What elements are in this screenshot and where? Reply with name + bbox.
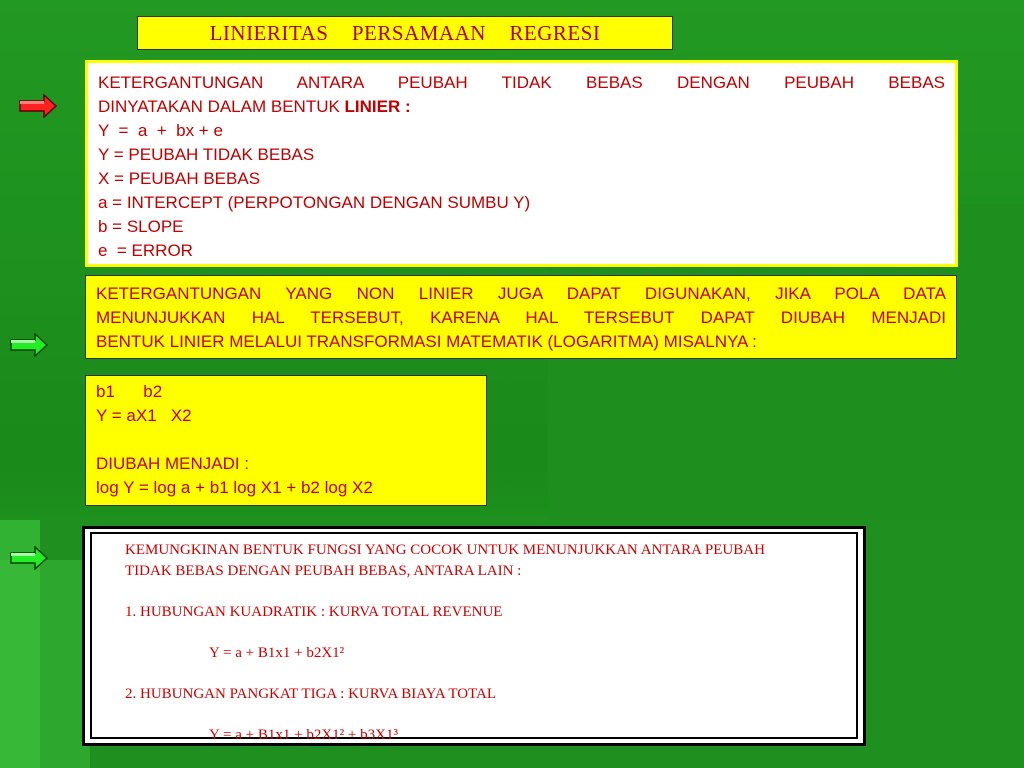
equation-line: log Y = log a + b1 log X1 + b2 log X2 xyxy=(96,478,373,497)
function-forms-inner xyxy=(90,532,858,743)
text-line: KETERGANTUNGAN YANG NON LINIER JUGA DAPAT DIGUNAKAN, JIKA POLA DATA xyxy=(96,284,946,303)
list-item: 1. HUBUNGAN KUADRATIK : KURVA TOTAL REVENUE xyxy=(125,603,503,620)
list-item: 2. HUBUNGAN PANGKAT TIGA : KURVA BIAYA TOTAL xyxy=(125,685,496,702)
equation-line: Y = aX1 X2 xyxy=(96,406,192,425)
text-line: DIUBAH MENJADI : xyxy=(96,454,250,473)
text-line: TIDAK BEBAS DENGAN PEUBAH BEBAS, ANTARA LAIN : xyxy=(125,562,522,579)
text-line xyxy=(98,95,945,119)
equation-line: Y = a + B1x1 + b2X1² xyxy=(209,644,345,661)
text-line: a = INTERCEPT (PERPOTONGAN DENGAN SUMBU Y) xyxy=(98,193,531,212)
green-arrow-icon xyxy=(9,546,49,570)
bold-text: LINIER : xyxy=(344,97,411,116)
spacer xyxy=(125,704,850,725)
exponent-line: b1 b2 xyxy=(96,382,163,401)
text-line: KETERGANTUNGAN ANTARA PEUBAH TIDAK BEBAS DENGAN PEUBAH BEBAS xyxy=(98,73,945,92)
spacer xyxy=(125,663,850,684)
spacer xyxy=(125,581,850,602)
slide-title: LINIERITAS PERSAMAAN REGRESI xyxy=(209,20,601,45)
spacer xyxy=(96,428,476,452)
linear-definition-box xyxy=(85,60,958,267)
log-transform-box xyxy=(85,375,487,506)
text-line: b = SLOPE xyxy=(98,217,184,236)
text-line: e = ERROR xyxy=(98,241,193,260)
equation-line: Y = a + bx + e xyxy=(98,121,223,140)
text-line: X = PEUBAH BEBAS xyxy=(98,169,261,188)
text-line: BENTUK LINIER MELALUI TRANSFORMASI MATEMATIK (LOGARITMA) MISALNYA : xyxy=(96,332,757,351)
text-line: Y = PEUBAH TIDAK BEBAS xyxy=(98,145,315,164)
red-arrow-icon xyxy=(18,94,58,118)
slide-title-box xyxy=(137,16,673,50)
spacer xyxy=(125,622,850,643)
text-line: KEMUNGKINAN BENTUK FUNGSI YANG COCOK UNTUK MENUNJUKKAN ANTARA PEUBAH xyxy=(125,542,765,558)
equation-line: Y = a + B1x1 + b2X1² + b3X1³ xyxy=(209,726,398,743)
background-band xyxy=(0,560,90,768)
text-line: MENUNJUKKAN HAL TERSEBUT, KARENA HAL TERSEBUT DAPAT DIUBAH MENJADI xyxy=(96,308,946,327)
nonlinear-note-box xyxy=(85,275,957,359)
text-span: DINYATAKAN DALAM BENTUK xyxy=(98,97,345,116)
green-arrow-icon xyxy=(9,333,49,357)
function-forms-box xyxy=(82,526,866,746)
